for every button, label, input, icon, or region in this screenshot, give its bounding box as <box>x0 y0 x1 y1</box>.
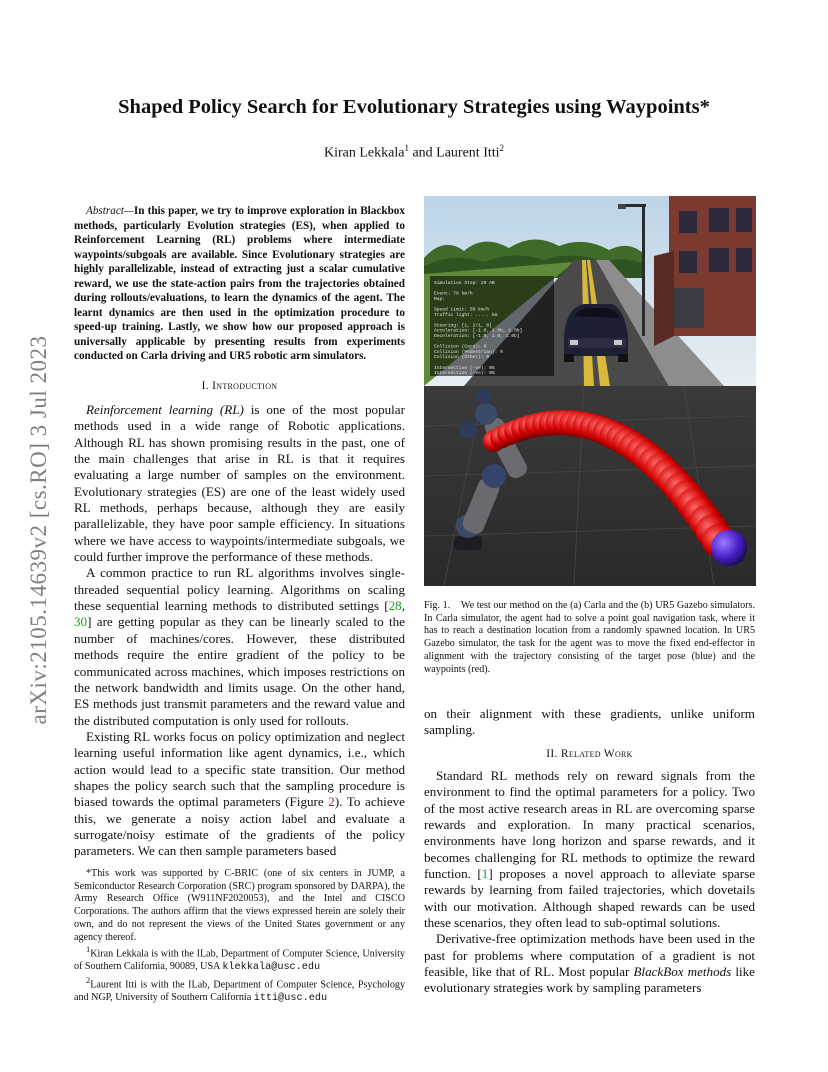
footnote-2-mark: 2 <box>86 975 91 985</box>
author-1-affil: 1 <box>404 143 409 153</box>
intro-paragraph-1 <box>74 402 405 565</box>
abstract <box>74 204 405 364</box>
abstract-lead: Abstract— <box>86 205 134 217</box>
hud-line: Map: <box>434 296 446 302</box>
intro-p1-text: is one of the most popular methods used in a wide range of Robotic applications. Although RL has shown promising results in the past, one of the main challenges that arise in RL is that it requires evaluating a large number of samples on the environment. Evolutionary strategies (ES) are one of the least widely used RL methods, perhaps because, although they are easily parallelizable, they have poor sample efficiency. In situations where we have access to waypoints/intermediate subgoals, we could further improve the performance of these methods. <box>74 402 405 565</box>
figure-1 <box>424 196 756 586</box>
intro-paragraph-3 <box>74 729 405 860</box>
footnote-author-1 <box>74 944 405 975</box>
ur5-gazebo-image <box>424 386 756 586</box>
figure-reference-link[interactable]: 2 <box>328 794 335 810</box>
paper-title: Shaped Policy Search for Evolutionary Strategies using Waypoints* <box>118 96 710 118</box>
hud-line: Traffic light: ..... km <box>434 312 498 318</box>
footnote-1-text: Kiran Lekkala is with the ILab, Department of Computer Science, University of Southern California, 90089, USA <box>74 948 405 973</box>
hud-line: Collision (Pedestrian): 0 <box>434 349 503 355</box>
citation-link[interactable]: 28 <box>388 598 402 614</box>
hud-line: Simulation Step: 29 AB <box>434 281 495 286</box>
blackbox-term: BlackBox methods <box>633 964 732 980</box>
caption-text: We test our method on the (a) Carla and the (b) UR5 Gazebo simulators. In Carla simulator, the agent had to solve a point goal navigation task, where it has to reach a destination location from a randomly spawned location. In UR5 Gazebo simulator, the task for the agent was to move the fixed end-effector in alignment with the trajectory consisting of the target pose (blue) and the waypoints (red). <box>424 600 755 675</box>
authors-and: and <box>408 145 437 161</box>
footnote-1-mark: 1 <box>86 945 91 955</box>
author-2: Laurent Itti <box>436 145 500 161</box>
introduction-continued <box>424 706 755 739</box>
section-2-name: Related Work <box>560 748 633 760</box>
email-link[interactable]: klekkala@usc.edu <box>222 962 321 974</box>
car-icon <box>564 304 628 362</box>
intro-p3-text-a: Existing RL works focus on policy optimization and neglect learning useful information like agent dynamics, i.e., which action would lead to a specific state transition. Our method shapes the policy search such that the sampling procedure is biased towards the optimal parameters (Figure <box>74 728 405 810</box>
carla-simulator-image <box>424 196 756 386</box>
hud-line: Collision (Other): 0 <box>434 355 490 361</box>
related-p2-text-b: like evolutionary strategies work by sampling parameters <box>424 964 755 996</box>
arxiv-stamp <box>24 300 54 760</box>
footnote-author-2 <box>74 975 405 1006</box>
intro-p3-text-b: ). To achieve this, we generate a noisy action label and evaluate a surrogate/noisy estimate of the gradients of the policy parameters. We can then sample parameters based <box>74 794 405 859</box>
related-paragraph-1 <box>424 768 755 931</box>
related-work-body <box>424 768 755 997</box>
section-heading-introduction <box>74 380 405 392</box>
section-heading-related-work <box>424 748 755 760</box>
citation-link[interactable]: 1 <box>481 866 489 882</box>
hud-line: Acceleration: [-1.0, 1.0b, 1.0b] <box>434 328 523 334</box>
target-pose-sphere <box>711 530 747 566</box>
intro-p2-text-b: , <box>401 598 405 614</box>
hud-line: Collision (Cars): 0 <box>434 344 487 350</box>
related-p2-text-a: Derivative-free optimization methods have been used in the past for problems where computation of a gradient is not feasible, like that of RL. Most popular <box>424 931 755 980</box>
citation-link[interactable]: 30 <box>74 614 88 630</box>
footnote-funding: *This work was supported by C-BRIC (one of six centers in JUMP, a Semiconductor Research Corporation (SRC) program sponsored by DARPA), the Army Research Office (W911NF2020053), and the Intel and CISCO Corporations. The authors affirm that the views expressed herein are solely their own, and do not represent the views of the United States government or any agency thereof. <box>74 868 405 943</box>
authors <box>60 143 768 162</box>
related-p1-text-a: Standard RL methods rely on reward signals from the environment to find the optimal parameters for a policy. Two of the most active research areas in RL are overcoming sparse rewards and exploration. In many practical scenarios, environments have long horizon and sparse rewards, and it becomes challenging for RL methods to optimize the reward function. [ <box>424 768 755 882</box>
intro-p2-text-a: A common practice to run RL algorithms involves single-threaded sequential policy learning. Algorithms on scaling these sequential learning methods to distributed settings [ <box>74 565 405 614</box>
hud-line: Speed Limit: 50 km/h <box>434 307 490 313</box>
author-1: Kiran Lekkala <box>323 145 405 161</box>
figure-1-caption <box>424 600 755 676</box>
arxiv-stamp-text: arXiv:2105.14639v2 [cs.RO] 3 Jul 2023 <box>26 335 51 725</box>
section-2-number: II. <box>546 748 561 760</box>
hud-line: Deceleration: [-1.0, 1.0, 1.0b] <box>434 334 520 339</box>
introduction-body <box>74 402 405 860</box>
caption-label: Fig. 1. <box>424 600 451 611</box>
author-2-affil: 2 <box>499 143 505 153</box>
hud-line: Intersection (-ve): 0% <box>434 365 495 371</box>
footnote-2-text: Laurent Itti is with the ILab, Department of Computer Science, Psychology and NGP, University of Southern California <box>74 979 405 1004</box>
related-p1-text-b: ] proposes a novel approach to alleviate sparse rewards by learning from failed trajectories, which dovetails with our motivation. Although shaped rewards can be used these scenarios, they often lead to sub-optimal solutions. <box>424 866 755 931</box>
email-link[interactable]: itti@usc.edu <box>253 993 328 1005</box>
section-1-name: Introduction <box>212 380 278 392</box>
intro-p2-text-c: ] are getting popular as they can be linearly scaled to the number of machines/cores. However, these distributed methods require the entire gradient of the policy to be communicated across machines, which imposes restrictions on the network bandwidth and limits usage. On the other hand, ES methods just transmit parameters and the reward value and the distributed computation is only used for rollouts. <box>74 614 405 728</box>
footnotes <box>74 868 405 1006</box>
related-paragraph-2 <box>424 931 755 996</box>
hud-line: Event: 78 km/h <box>434 291 473 297</box>
section-1-number: I. <box>201 380 213 392</box>
intro-rl-term: Reinforcement learning (RL) <box>86 402 244 417</box>
intro-paragraph-2 <box>74 565 405 728</box>
abstract-text: In this paper, we try to improve exploration in Blackbox methods, particularly Evolution strategies (ES), when applied to Reinforcement Learning (RL) problems where intermediate waypoints/subgoals are available. Since Evolutionary strategies are highly parallelizable, instead of extracting just a scalar cumulative reward, we use the state-action pairs from the trajectories obtained during rollouts/evaluations, to learn the dynamics of the agent. The learnt dynamics are then used in the optimization procedure to speed-up training. Lastly, we show how our proposed approach is universally applicable by presenting results from experiments conducted on Carla driving and UR5 robotic arm simulators. <box>74 205 405 362</box>
hud-line: Steering: [1, 2/1, 0] <box>434 323 492 329</box>
hud-line: Intersection (-ve): 0% <box>434 371 495 377</box>
intro-paragraph-3-continued: on their alignment with these gradients, unlike uniform sampling. <box>424 706 755 738</box>
